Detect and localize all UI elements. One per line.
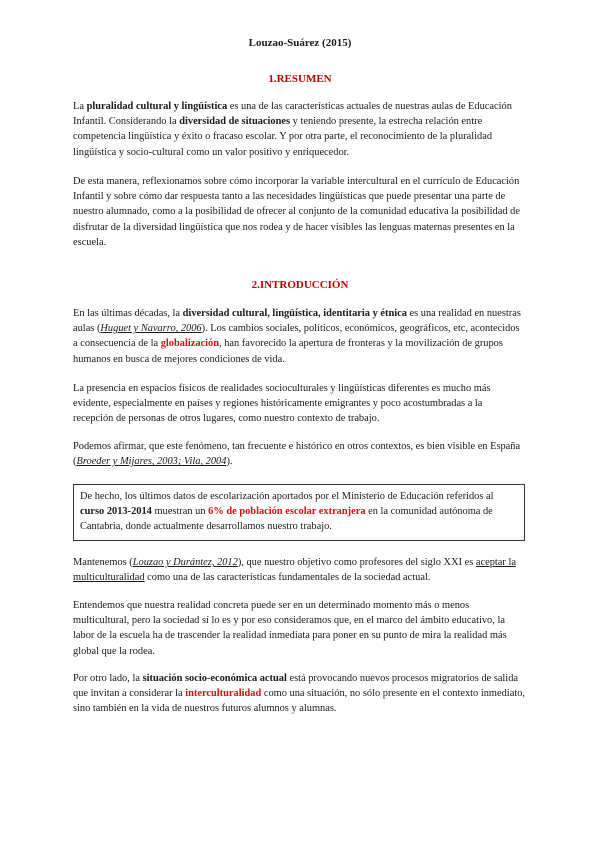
- intro-paragraph-4: [73, 555, 525, 585]
- text-run: como una de las características fundamentales de la sociedad actual.: [144, 572, 431, 584]
- citation-link[interactable]: Broeder y Mijares, 2003; Vila, 2004: [76, 456, 227, 468]
- citation-link[interactable]: Huguet y Navarro, 2006: [100, 323, 202, 335]
- text-run: ). Los cambios sociales, políticos, económicos, geográficos, etc, acontecidos a consecuencia de la: [73, 323, 520, 350]
- highlight-term: 6% de población escolar extranjera: [208, 506, 366, 518]
- text-run: Podemos afirmar, que este fenómeno, tan frecuente e histórico en otros contextos, es bien visible en España (: [73, 441, 521, 468]
- text-run: De hecho, los últimos datos de escolarización aportados por el Ministerio de Educación referidos al: [80, 491, 494, 502]
- text-run: En las últimas décadas, la: [73, 308, 183, 319]
- text-run: ), que nuestro objetivo como profesores del siglo XXI es: [237, 557, 476, 568]
- underlined-term: aceptar la multiculturalidad: [73, 557, 516, 584]
- section-heading-resumen: 1.RESUMEN: [268, 73, 332, 85]
- resumen-paragraph-1: [73, 99, 525, 160]
- intro-paragraph-1: [73, 306, 525, 367]
- bold-term: diversidad de situaciones: [179, 116, 291, 128]
- highlight-box: [73, 484, 525, 541]
- resumen-paragraph-2: De esta manera, reflexionamos sobre cómo incorporar la variable intercultural en el currículo de Educación Infantil y sobre cómo dar respuesta tanto a las necesidades lingüísticas que puede presentar una parte de nuestro alumnado, como a la posibilidad de ofrecer al conjunto de la comunidad educativa la posibilidad de disfrutar de la diversidad lingüística que nos rodea y de hacer visibles las lenguas maternas presentes en la escuela.: [73, 176, 520, 248]
- text-run: y teniendo presente, la estrecha relación entre competencia lingüística y éxito o fracaso escolar. Y por otra parte, el reconocimiento de la pluralidad lingüística y socio-cultural como un valor positivo y enriquecedor.: [73, 116, 493, 158]
- text-run: La: [73, 101, 87, 112]
- text-run: Por otro lado, la: [73, 673, 143, 684]
- text-run: , han favorecido la apertura de fronteras y la movilización de grupos humanos en busca de mejores condiciones de vida.: [73, 338, 503, 365]
- intro-paragraph-5: Entendemos que nuestra realidad concreta puede ser en un determinado momento más o menos multicultural, pero la sociedad sí lo es y por eso consideramos que, en el marco del ámbito educativo, la labor de la escuela ha de trascender la realidad inmediata para poner en su punto de mira la realidad más global que la rodea.: [73, 600, 507, 657]
- bold-term: situación socio-económica actual: [142, 673, 287, 684]
- text-run: como una situación, no sólo presente en el contexto inmediato, sino también en la vida de nuestros futuros alumnos y alumnas.: [73, 688, 525, 715]
- text-run: Mantenemos (: [73, 557, 133, 568]
- text-run: ).: [226, 456, 233, 468]
- section-heading-introduccion: 2.INTRODUCCIÓN: [251, 279, 349, 291]
- citation-link[interactable]: Louzao y Durántez, 2012: [132, 557, 238, 568]
- intro-paragraph-6: [73, 671, 525, 717]
- bold-term: diversidad cultural, lingüística, identitaria y étnica: [182, 308, 407, 319]
- text-run: es una realidad en nuestras aulas (: [73, 308, 521, 335]
- bold-term: pluralidad cultural y lingüística: [86, 101, 228, 112]
- text-run: muestran un: [151, 506, 209, 518]
- page-title: Louzao-Suárez (2015): [248, 37, 352, 49]
- text-run: está provocando nuevos procesos migratorios de salida que invitan a considerar la: [73, 673, 519, 700]
- bold-term: curso 2013-2014: [80, 506, 152, 518]
- highlight-term: interculturalidad: [185, 688, 262, 700]
- intro-paragraph-3: [73, 439, 525, 469]
- text-run: es una de las características actuales de nuestras aulas de Educación Infantil. Considerando la: [73, 101, 512, 128]
- intro-paragraph-2: La presencia en espacios físicos de realidades socioculturales y lingüísticas diferentes es mucho más evidente, especialmente en países y regiones históricamente emigrantes y poco acostumbradas a la recepción de personas de otros lugares, como nuestro contexto de trabajo.: [73, 383, 491, 425]
- highlight-term: globalización: [160, 338, 220, 350]
- text-run: en la comunidad autónoma de Cantabria, donde actualmente desarrollamos nuestro trabajo.: [80, 506, 493, 533]
